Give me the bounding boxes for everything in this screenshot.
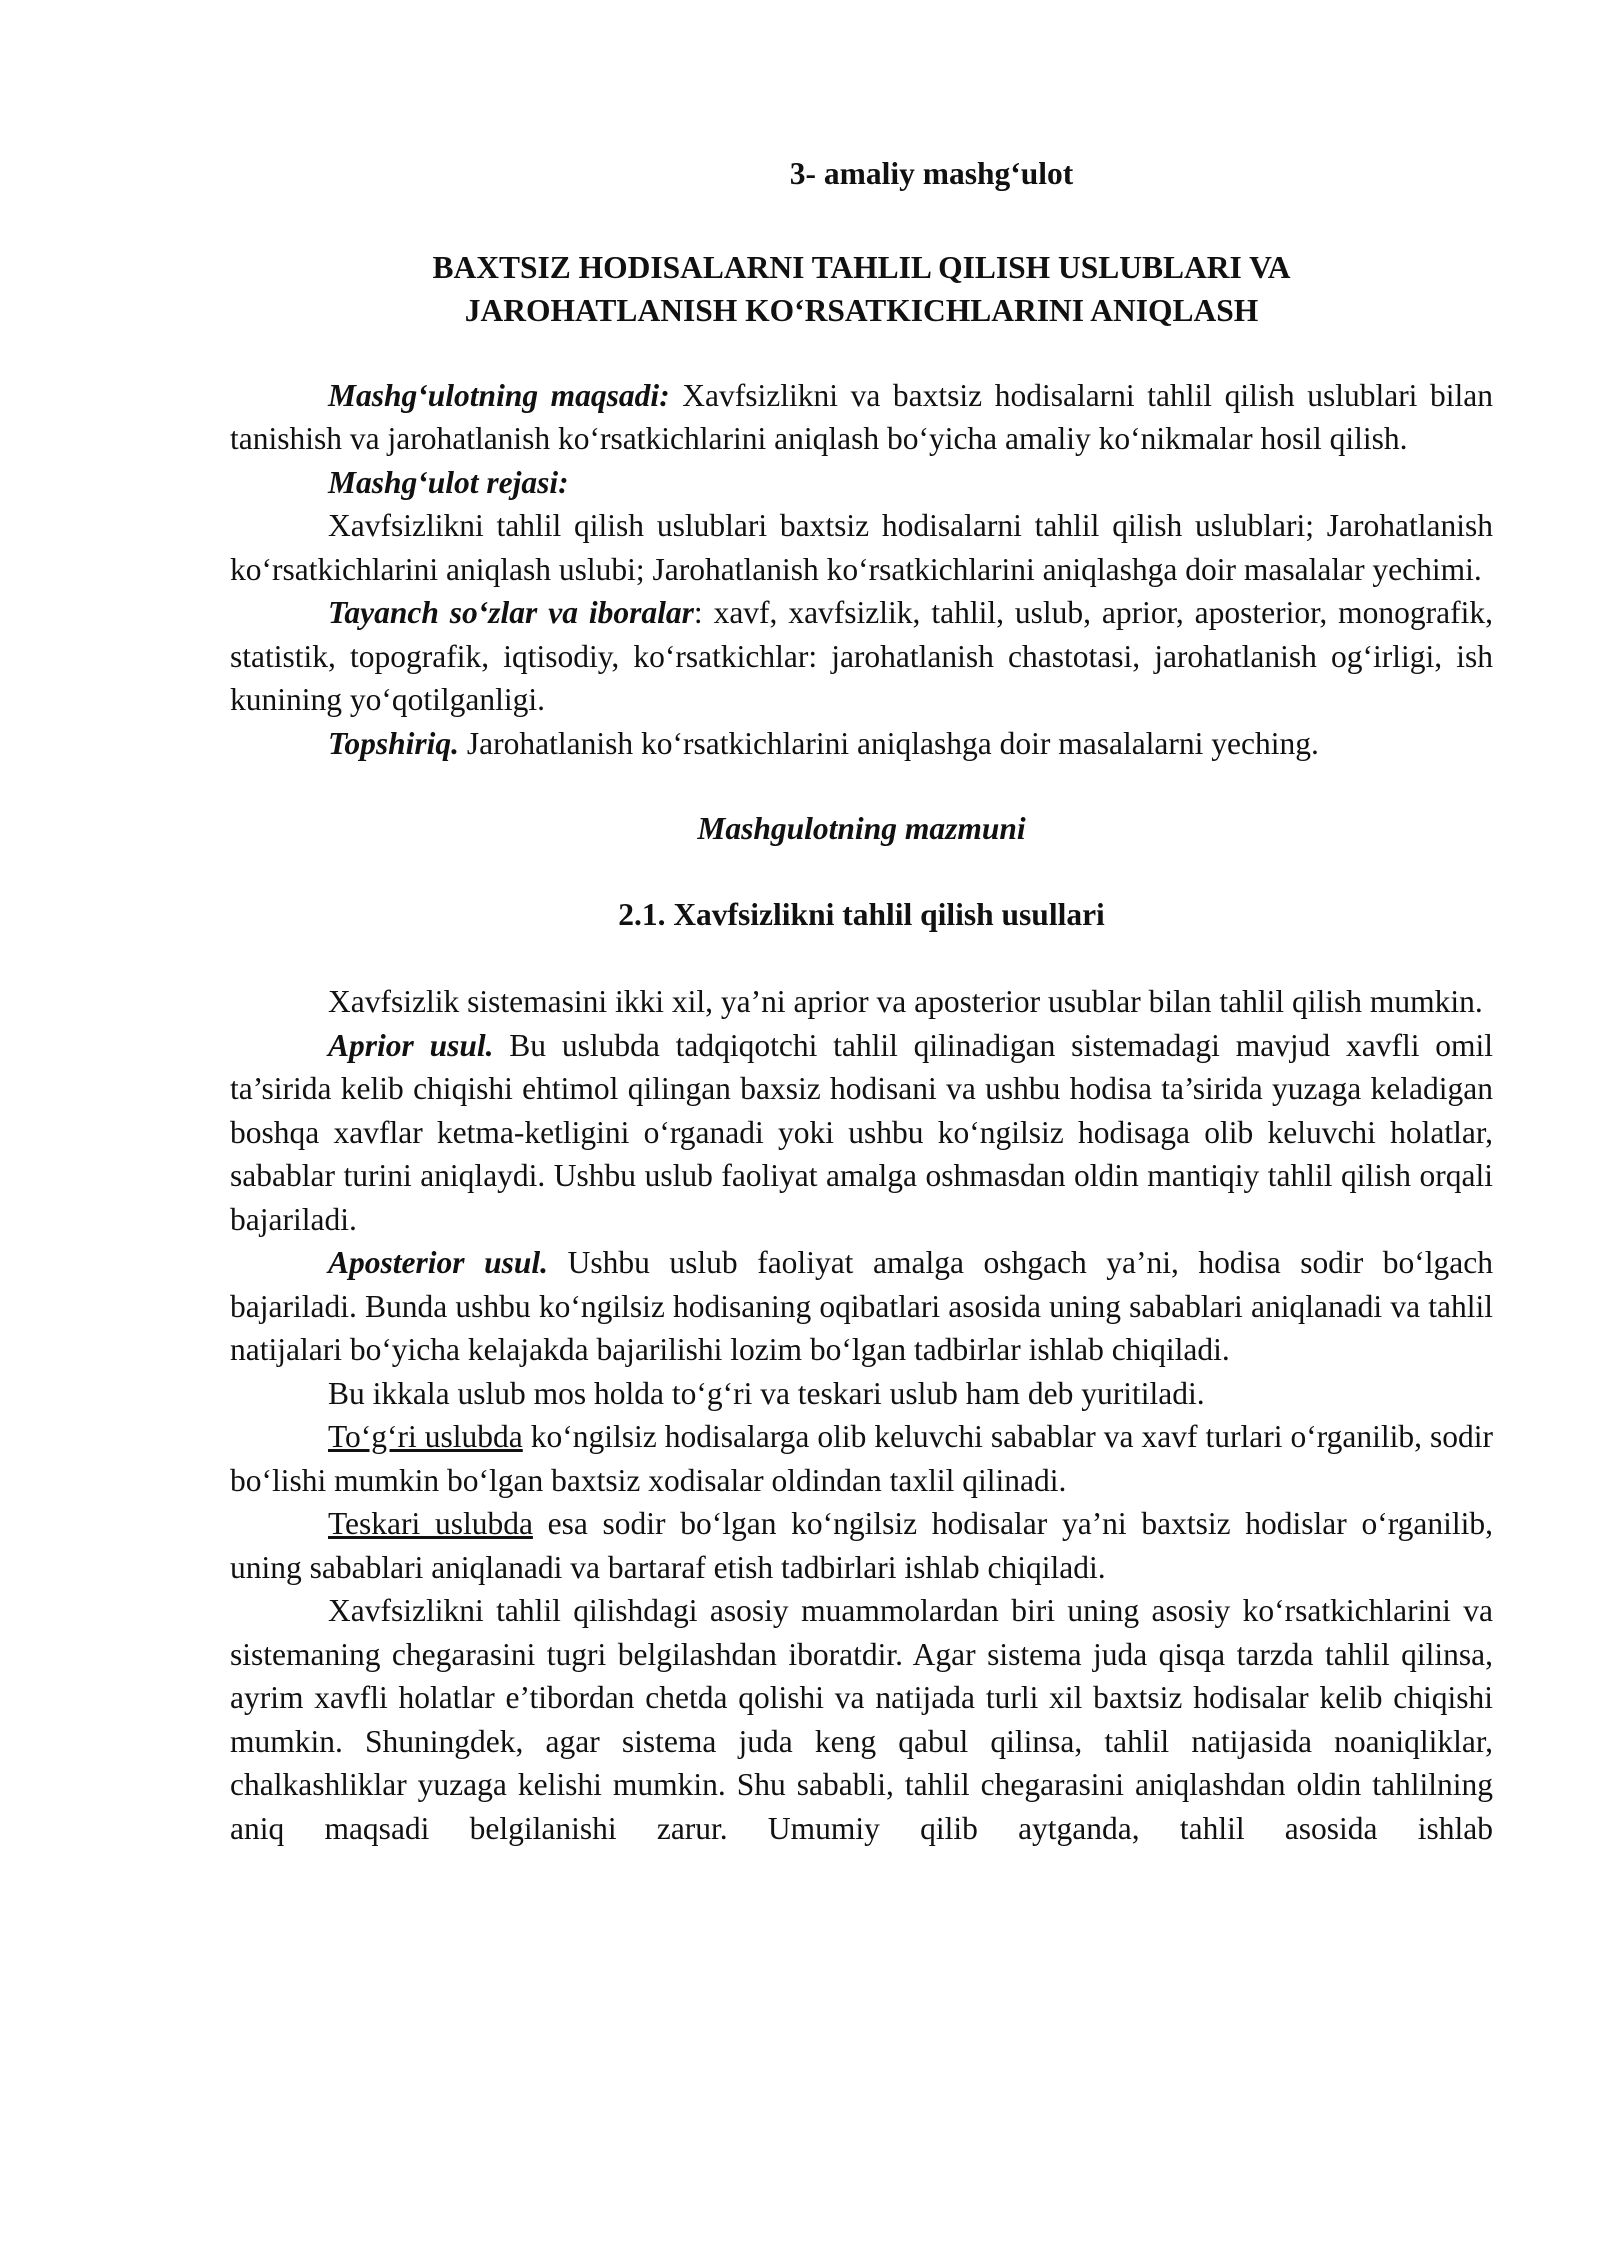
aprior-text: Bu uslubda tadqiqotchi tahlil qilinadigan sistemadagi mavjud xavfli omil ta’sirida kelib chiqishi ehtimol qilingan baxsiz hodisani va ushbu hodisa ta’sirida yuzaga keladigan boshqa xavflar ketma-ketligini o‘rganadi yoki ushbu ko‘ngilsiz hodisaga olib keluvchi holatlar, sabablar turini aniqlaydi. Ushbu uslub faoliyat amalga oshmasdan oldin mantiqiy tahlil qilish orqali bajariladi. (230, 1027, 1493, 1237)
title-line-2: JAROHATLANISH KO‘RSATKICHLARINI ANIQLASH (464, 292, 1259, 328)
aprior-paragraph (230, 1024, 1493, 1242)
direct-method-label: To‘g‘ri uslubda (328, 1419, 523, 1454)
aposterior-paragraph (230, 1241, 1493, 1372)
inverse-method-label: Teskari uslubda (328, 1506, 533, 1541)
document-title (230, 246, 1493, 332)
goal-text: Xavfsizlikni va baxtsiz hodisalarni tahlil qilish uslublari bilan tanishish va jarohatlanish ko‘rsatkichlarini aniqlash bo‘yicha amaliy ko‘nikmalar hosil qilish. (230, 377, 1494, 456)
final-paragraph: Xavfsizlikni tahlil qilishdagi asosiy muammolardan biri uning asosiy ko‘rsatkichlarini va sistemaning chegarasini tugri belgilashdan iboratdir. Agar sistema juda qisqa tarzda tahlil qilinsa, ayrim xavfli holatlar e’tibordan chetda qolishi va natijada turli xil baxtsiz hodisalar kelib chiqishi mumkin. Shuningdek, agar sistema juda keng qabul qilinsa, tahlil natijasida noaniqliklar, chalkashliklar yuzaga kelishi mumkin. Shu sababli, tahlil chegarasini aniqlashdan oldin tahlilning aniq maqsadi belgilanishi zarur. Umumiy qilib aytganda, tahlil asosida ishlab (230, 1593, 1493, 1846)
page-content (230, 152, 1493, 1850)
task-text: Jarohatlanish ko‘rsatkichlarini aniqlashga doir masalalarni yeching. (459, 725, 1319, 761)
inverse-method-paragraph (230, 1502, 1493, 1589)
lesson-number: 3- amaliy mashg‘ulot (789, 156, 1074, 191)
aposterior-text: Ushbu uslub faoliyat amalga oshgach ya’ni, hodisa sodir bo‘lgach bajariladi. Bunda ushbu ko‘ngilsiz hodisaning oqibatlari asosida uning sabablari aniqlanadi va tahlil natijalari bo‘yicha kelajakda bajarilishi lozim bo‘lgan tadbirlar ishlab chiqiladi. (230, 1245, 1493, 1367)
goal-label: Mashg‘ulotning maqsadi: (328, 377, 670, 413)
direct-method-text: ko‘ngilsiz hodisalarga olib keluvchi sabablar va xavf turlari o‘rganilib, sodir bo‘lishi mumkin bo‘lgan baxtsiz xodisalar oldindan taxlil qilinadi. (230, 1419, 1493, 1498)
both-methods-paragraph: Bu ikkala uslub mos holda to‘g‘ri va teskari uslub ham deb yuritiladi. (328, 1375, 1205, 1411)
task-paragraph (230, 722, 1493, 766)
aposterior-label: Aposterior usul. (328, 1245, 549, 1280)
goal-paragraph (230, 374, 1493, 461)
plan-label-paragraph (230, 461, 1493, 505)
keywords-text: : xavf, xavfsizlik, tahlil, uslub, aprior, aposterior, monografik, statistik, topografik, iqtisodiy, ko‘rsatkichlar: jarohatlanish chastotasi, jarohatlanish og‘irligi, ish kunining yo‘qotilganligi. (230, 595, 1494, 717)
plan-text: Xavfsizlikni tahlil qilish uslublari baxtsiz hodisalarni tahlil qilish uslublari; Jarohatlanish ko‘rsatkichlarini aniqlash uslubi; Jarohatlanish ko‘rsatkichlarini aniqlashga doir masalalar yechimi. (230, 508, 1493, 587)
title-line-1: BAXTSIZ HODISALARNI TAHLIL QILISH USLUBLARI VA (432, 249, 1291, 285)
keywords-paragraph (230, 591, 1493, 722)
section-heading: 2.1. Xavfsizlikni tahlil qilish usullari (618, 896, 1105, 932)
content-heading: Mashgulotning mazmuni (697, 811, 1026, 846)
direct-method-paragraph (230, 1415, 1493, 1502)
plan-label: Mashg‘ulot rejasi: (328, 464, 569, 500)
inverse-method-text: esa sodir bo‘lgan ko‘ngilsiz hodisalar ya’ni baxtsiz hodislar o‘rganilib, uning sabablari aniqlanadi va bartaraf etish tadbirlari ishlab chiqiladi. (230, 1506, 1493, 1585)
aprior-label: Aprior usul. (328, 1027, 494, 1063)
keywords-label: Tayanch so‘zlar va iboralar (328, 595, 694, 630)
intro-paragraph: Xavfsizlik sistemasini ikki xil, ya’ni aprior va aposterior usublar bilan tahlil qilish mumkin. (328, 984, 1483, 1019)
task-label: Topshiriq. (328, 725, 460, 761)
